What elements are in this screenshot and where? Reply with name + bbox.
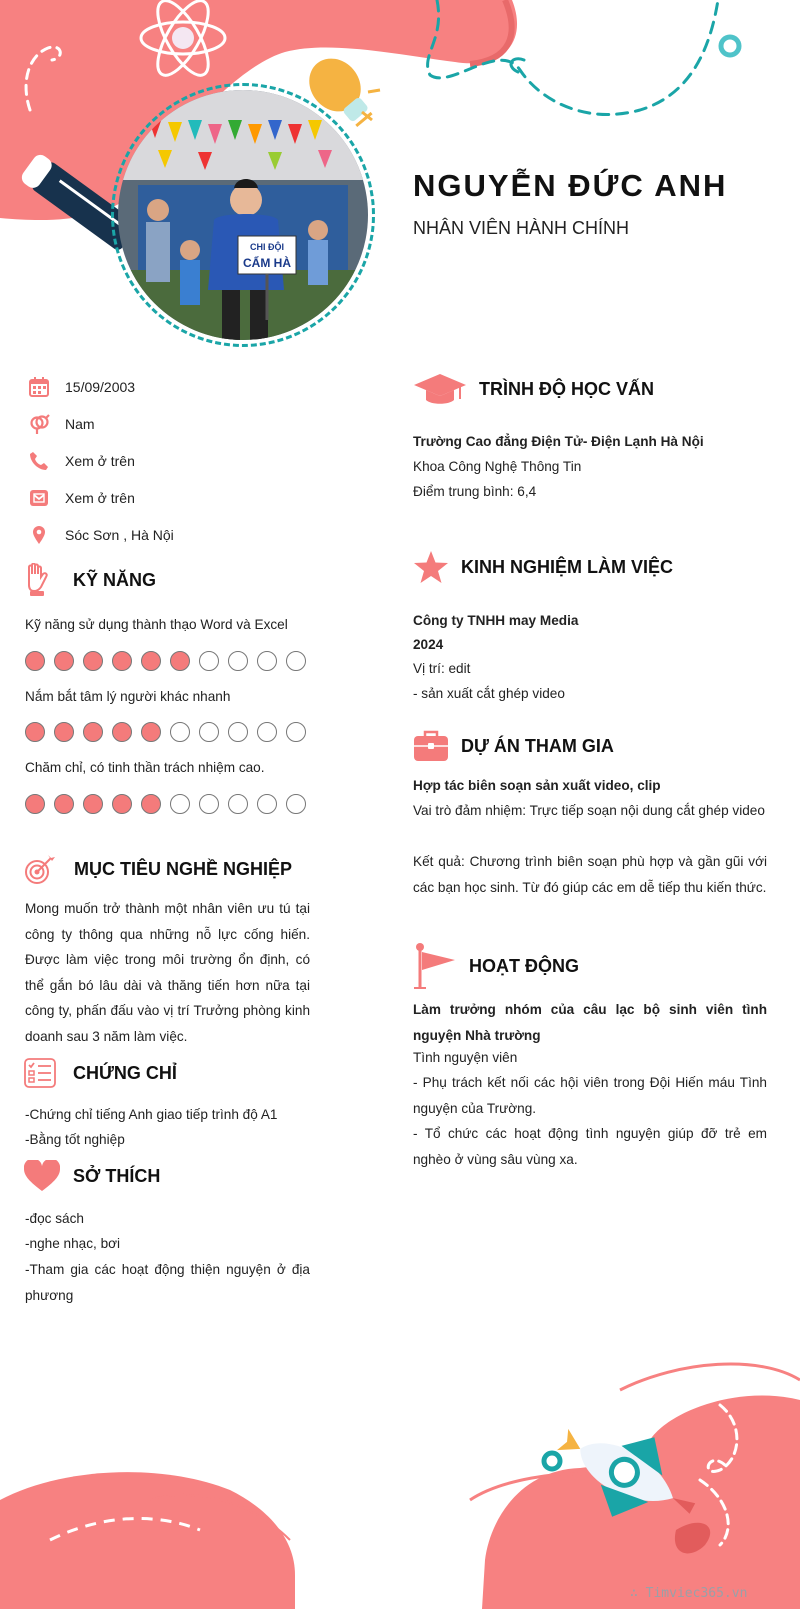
job-title: NHÂN VIÊN HÀNH CHÍNH [413, 218, 630, 238]
gender-icon [28, 413, 50, 435]
info-birthdate [28, 374, 136, 400]
projects-title: DỰ ÁN THAM GIA [461, 735, 614, 756]
rating-dot-empty [199, 722, 219, 742]
skill-1-name: Kỹ năng sử dụng thành thạo Word và Excel [25, 617, 288, 632]
info-phone [28, 448, 135, 474]
skill-1-rating [25, 651, 306, 671]
briefcase-icon [413, 730, 449, 762]
rating-dot-filled [112, 722, 132, 742]
experience-company: Công ty TNHH may Media [413, 613, 579, 628]
education-title: TRÌNH ĐỘ HỌC VẤN [479, 378, 654, 399]
photo-sign-line1: CHI ĐỘI [249, 242, 285, 252]
hobby-2: -nghe nhạc, bơi [25, 1236, 121, 1251]
teal-ring [721, 37, 739, 55]
rating-dot-empty [286, 651, 306, 671]
rating-dot-empty [257, 651, 277, 671]
education-faculty: Khoa Công Nghệ Thông Tin [413, 459, 582, 474]
rating-dot-filled [112, 651, 132, 671]
candidate-name: NGUYỄN ĐỨC ANH [413, 168, 728, 203]
calendar-icon [28, 376, 50, 398]
activity-line-1: - Phụ trách kết nối các hội viên trong Đội Hiến máu Tình nguyện của Trường. [413, 1075, 767, 1116]
rating-dot-filled [83, 794, 103, 814]
rating-dot-filled [83, 651, 103, 671]
activity-line-2: - Tổ chức các hoạt động tình nguyện giúp đỡ trẻ em nghèo ở vùng sâu vùng xa. [413, 1126, 767, 1167]
experience-position: Vị trí: edit [413, 661, 471, 676]
gender-value: Nam [65, 416, 95, 432]
objective-title: MỤC TIÊU NGHỀ NGHIỆP [74, 858, 293, 879]
education-heading [413, 372, 654, 406]
projects-heading [413, 730, 614, 762]
avatar [118, 90, 368, 340]
rating-dot-empty [228, 794, 248, 814]
email-value: Xem ở trên [65, 490, 135, 506]
hobbies-title: SỞ THÍCH [73, 1165, 161, 1186]
flag-icon [413, 942, 457, 990]
activity-org: Làm trưởng nhóm của câu lạc bộ sinh viên tình nguyện Nhà trường [413, 1002, 767, 1043]
photo-sign-line2: CẨM HÀ [243, 256, 291, 270]
birthdate-value: 15/09/2003 [65, 379, 136, 395]
skills-title: KỸ NĂNG [73, 569, 157, 590]
activities-title: HOẠT ĐỘNG [469, 955, 579, 976]
info-address [28, 522, 174, 548]
rating-dot-filled [141, 794, 161, 814]
phone-icon [28, 450, 50, 472]
rating-dot-filled [54, 794, 74, 814]
target-icon [24, 853, 56, 885]
rating-dot-filled [83, 722, 103, 742]
activity-role: Tình nguyện viên [413, 1050, 518, 1065]
certificates-title: CHỨNG CHỈ [73, 1062, 177, 1083]
rating-dot-empty [170, 794, 190, 814]
rating-dot-filled [25, 651, 45, 671]
activities-heading [413, 942, 579, 990]
rating-dot-empty [228, 651, 248, 671]
skill-2-name: Nắm bắt tâm lý người khác nhanh [25, 689, 231, 704]
rating-dot-empty [286, 722, 306, 742]
bottom-teal-ring [544, 1453, 560, 1469]
education-school: Trường Cao đẳng Điện Tử- Điện Lạnh Hà Nội [413, 434, 704, 449]
phone-value: Xem ở trên [65, 453, 135, 469]
rating-dot-filled [141, 722, 161, 742]
certificate-2: -Bằng tốt nghiệp [25, 1132, 125, 1147]
location-icon [28, 524, 50, 546]
skill-3-rating [25, 794, 306, 814]
rating-dot-filled [54, 651, 74, 671]
info-email [28, 485, 135, 511]
hand-icon [24, 563, 50, 597]
rating-dot-filled [25, 794, 45, 814]
skills-heading [24, 563, 156, 597]
objective-text: Mong muốn trở thành một nhân viên ưu tú tại công ty thông qua những nỗ lực cống hiến. Được làm việc trong môi trường ổn định, có thể gắn bó lâu dài và thăng tiến hơn nữa tại công ty, phấn đấu vào vị trí Trưởng phòng kinh doanh sau 3 năm làm việc. [25, 901, 310, 1044]
project-result: Kết quả: Chương trình biên soạn phù hợp và gần gũi với các bạn học sinh. Từ đó giúp các em dễ tiếp thu kiến thức. [413, 854, 767, 895]
address-value: Sóc Sơn , Hà Nội [65, 527, 174, 543]
heart-icon [24, 1160, 60, 1192]
rating-dot-filled [141, 651, 161, 671]
experience-year: 2024 [413, 637, 444, 652]
info-gender [28, 411, 95, 437]
hobby-3: -Tham gia các hoạt động thiện nguyện ở địa phương [25, 1262, 310, 1303]
rating-dot-filled [25, 722, 45, 742]
graduation-cap-icon [413, 372, 467, 406]
certificate-1: -Chứng chỉ tiếng Anh giao tiếp trình độ A1 [25, 1107, 278, 1122]
watermark: ∴ Timviec365.vn [630, 1586, 748, 1601]
rating-dot-empty [286, 794, 306, 814]
skill-3-name: Chăm chỉ, có tinh thần trách nhiệm cao. [25, 760, 265, 775]
rating-dot-empty [199, 651, 219, 671]
profile-photo [118, 90, 368, 340]
experience-desc: - sản xuất cắt ghép video [413, 686, 565, 701]
bottom-right-outline-arc [620, 1364, 800, 1390]
certificates-heading [24, 1058, 177, 1088]
rating-dot-empty [170, 722, 190, 742]
rating-dot-filled [54, 722, 74, 742]
rating-dot-empty [228, 722, 248, 742]
rating-dot-empty [257, 722, 277, 742]
experience-title: KINH NGHIỆM LÀM VIỆC [461, 556, 674, 577]
rating-dot-empty [199, 794, 219, 814]
experience-heading [413, 550, 673, 584]
bottom-left-pink-blob [0, 1472, 295, 1609]
hobbies-heading [24, 1160, 160, 1192]
email-icon [28, 487, 50, 509]
top-right-small-curl [511, 59, 524, 72]
project-name: Hợp tác biên soạn sản xuất video, clip [413, 778, 661, 793]
skill-2-rating [25, 722, 306, 742]
rating-dot-filled [170, 651, 190, 671]
rating-dot-filled [112, 794, 132, 814]
rating-dot-empty [257, 794, 277, 814]
objective-heading [24, 853, 292, 885]
hobby-1: -đọc sách [25, 1211, 84, 1226]
star-icon [413, 550, 449, 584]
checklist-icon [24, 1058, 56, 1088]
project-role: Vai trò đảm nhiệm: Trực tiếp soạn nội dung cắt ghép video [413, 803, 765, 818]
education-gpa: Điểm trung bình: 6,4 [413, 484, 537, 499]
